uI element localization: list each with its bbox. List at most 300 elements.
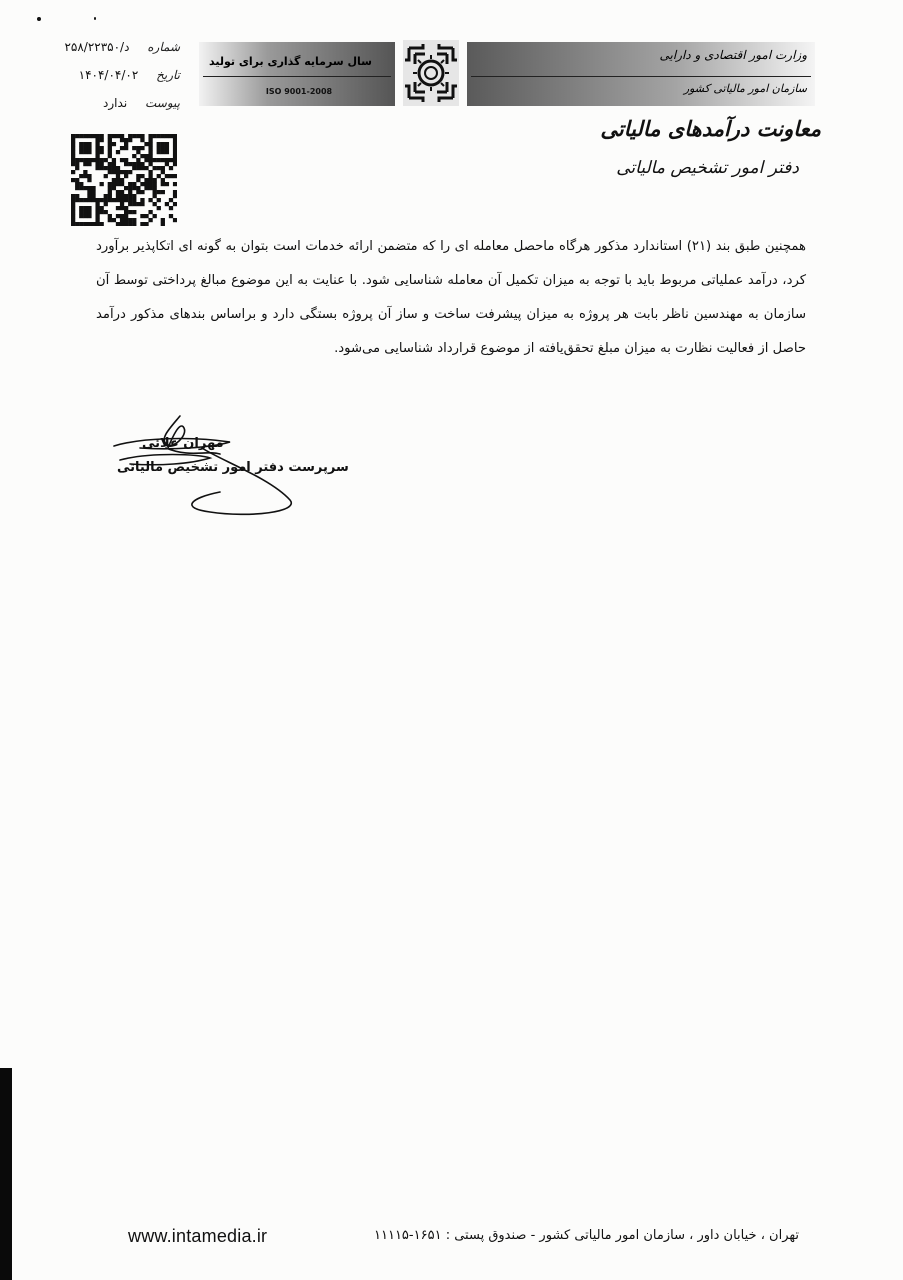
qr-module	[144, 142, 148, 146]
qr-module	[112, 142, 116, 146]
qr-module	[144, 214, 148, 218]
qr-module	[95, 158, 99, 162]
qr-module	[148, 158, 152, 162]
qr-module	[91, 194, 95, 198]
qr-module	[95, 166, 99, 170]
qr-module	[148, 154, 152, 158]
qr-module	[71, 222, 75, 226]
qr-module	[128, 194, 132, 198]
qr-module	[140, 154, 144, 158]
qr-module	[173, 218, 177, 222]
qr-module	[116, 214, 120, 218]
qr-module	[100, 210, 104, 214]
qr-module	[157, 134, 161, 138]
scan-speck	[94, 17, 96, 20]
qr-module	[120, 138, 124, 142]
qr-module	[128, 198, 132, 202]
qr-module	[169, 158, 173, 162]
qr-module	[108, 198, 112, 202]
qr-module	[71, 170, 75, 174]
qr-module	[165, 150, 169, 154]
qr-module	[157, 150, 161, 154]
qr-module	[87, 178, 91, 182]
qr-module	[132, 166, 136, 170]
qr-module	[144, 178, 148, 182]
qr-module	[116, 198, 120, 202]
date-label: تاریخ	[156, 68, 180, 82]
qr-module	[153, 158, 157, 162]
qr-module	[79, 134, 83, 138]
qr-module	[120, 158, 124, 162]
qr-module	[144, 166, 148, 170]
qr-module	[108, 138, 112, 142]
qr-module	[75, 158, 79, 162]
qr-module	[161, 142, 165, 146]
qr-module	[116, 190, 120, 194]
qr-module	[91, 190, 95, 194]
qr-module	[75, 166, 79, 170]
qr-module	[148, 218, 152, 222]
qr-module	[161, 158, 165, 162]
scan-speck	[37, 17, 41, 21]
qr-module	[157, 190, 161, 194]
qr-module	[108, 170, 112, 174]
qr-module	[108, 142, 112, 146]
qr-module	[83, 198, 87, 202]
qr-module	[95, 138, 99, 142]
qr-module	[83, 158, 87, 162]
qr-module	[71, 202, 75, 206]
qr-module	[112, 178, 116, 182]
qr-module	[128, 182, 132, 186]
qr-module	[71, 150, 75, 154]
qr-module	[87, 206, 91, 210]
qr-module	[165, 174, 169, 178]
qr-module	[161, 190, 165, 194]
qr-module	[108, 218, 112, 222]
qr-module	[136, 158, 140, 162]
qr-module	[112, 182, 116, 186]
qr-module	[173, 142, 177, 146]
qr-module	[116, 178, 120, 182]
qr-module	[140, 214, 144, 218]
qr-module	[128, 190, 132, 194]
qr-module	[108, 190, 112, 194]
qr-module	[120, 190, 124, 194]
qr-module	[140, 222, 144, 226]
qr-module	[140, 190, 144, 194]
qr-module	[120, 214, 124, 218]
qr-module	[169, 166, 173, 170]
qr-module	[124, 206, 128, 210]
qr-module	[161, 146, 165, 150]
qr-module	[128, 218, 132, 222]
qr-module	[136, 166, 140, 170]
qr-module	[112, 170, 116, 174]
qr-module	[83, 186, 87, 190]
department-title: معاونت درآمدهای مالیاتی	[600, 116, 821, 141]
qr-module	[95, 222, 99, 226]
qr-module	[120, 194, 124, 198]
qr-module	[157, 158, 161, 162]
qr-module	[173, 174, 177, 178]
qr-module	[173, 154, 177, 158]
qr-module	[128, 222, 132, 226]
qr-module	[148, 186, 152, 190]
qr-module	[153, 182, 157, 186]
qr-module	[120, 134, 124, 138]
qr-module	[165, 158, 169, 162]
qr-module	[116, 166, 120, 170]
qr-module	[173, 190, 177, 194]
qr-module	[87, 162, 91, 166]
qr-module	[157, 142, 161, 146]
qr-module	[87, 150, 91, 154]
qr-module	[132, 222, 136, 226]
qr-module	[116, 206, 120, 210]
qr-module	[83, 162, 87, 166]
qr-module	[124, 186, 128, 190]
qr-module	[132, 198, 136, 202]
qr-module	[71, 198, 75, 202]
qr-module	[120, 178, 124, 182]
qr-module	[87, 194, 91, 198]
qr-module	[87, 142, 91, 146]
qr-module	[153, 166, 157, 170]
qr-module	[75, 222, 79, 226]
qr-module	[136, 178, 140, 182]
qr-module	[120, 146, 124, 150]
signatory-role: سرپرست دفتر امور تشخیص مالیاتی	[117, 460, 349, 475]
qr-module	[100, 150, 104, 154]
qr-module	[136, 162, 140, 166]
qr-module	[136, 186, 140, 190]
qr-module	[71, 214, 75, 218]
body-paragraph: همچنین طبق بند (۲۱) استاندارد مذکور هرگاه ماحصل معامله ای را که متضمن ارائه خدمات است بتوان به گونه ای اتکاپذیر برآورد کرد، درآمد عملیاتی مربوط باید با توجه به میزان تکمیل آن معامله شناسایی شود. با عنایت به این موضوع مبالغ پرداختی توسط آن سازمان به مهندسین ناظر بابت هر پروژه به میزان پیشرفت ساخت و ساز آن پروژه بستگی دارد و براساس بندهای مذکور درآمد حاصل از فعالیت نظارت به میزان مبلغ تحقق‌یافته از موضوع قرارداد شناسایی می‌شود.	[96, 239, 807, 356]
qr-module	[120, 198, 124, 202]
qr-module	[124, 198, 128, 202]
qr-module	[104, 158, 108, 162]
qr-module	[132, 218, 136, 222]
qr-module	[75, 134, 79, 138]
qr-module	[128, 134, 132, 138]
qr-module	[173, 182, 177, 186]
qr-module	[144, 182, 148, 186]
signatory-name: مهران علائی	[142, 436, 224, 451]
qr-module	[173, 138, 177, 142]
qr-module	[148, 182, 152, 186]
qr-module	[87, 174, 91, 178]
qr-module	[153, 134, 157, 138]
qr-module	[124, 214, 128, 218]
qr-module	[83, 222, 87, 226]
qr-module	[95, 218, 99, 222]
qr-module	[71, 158, 75, 162]
qr-module	[148, 150, 152, 154]
qr-module	[132, 182, 136, 186]
qr-module	[108, 162, 112, 166]
qr-module	[104, 210, 108, 214]
qr-module	[132, 134, 136, 138]
header-banner-left	[199, 42, 395, 106]
qr-module	[165, 134, 169, 138]
qr-module	[83, 206, 87, 210]
qr-module	[136, 174, 140, 178]
qr-module	[71, 162, 75, 166]
qr-module	[124, 174, 128, 178]
qr-module	[124, 222, 128, 226]
qr-module	[136, 150, 140, 154]
qr-module	[100, 198, 104, 202]
qr-module	[128, 202, 132, 206]
qr-module	[71, 146, 75, 150]
qr-module	[112, 218, 116, 222]
qr-module	[95, 202, 99, 206]
attachment-label: پیوست	[145, 96, 180, 110]
qr-module	[100, 134, 104, 138]
qr-module	[75, 198, 79, 202]
qr-module	[104, 174, 108, 178]
qr-module	[100, 158, 104, 162]
qr-module	[136, 190, 140, 194]
qr-module	[128, 186, 132, 190]
qr-module	[83, 174, 87, 178]
qr-module	[169, 174, 173, 178]
qr-module	[104, 166, 108, 170]
qr-module	[95, 210, 99, 214]
qr-module	[108, 186, 112, 190]
qr-module	[71, 134, 75, 138]
header-banner-right	[467, 42, 815, 106]
qr-module	[124, 142, 128, 146]
ministry-name: وزارت امور اقتصادی و دارایی	[659, 48, 807, 62]
qr-module	[91, 158, 95, 162]
qr-module	[120, 222, 124, 226]
qr-module	[79, 146, 83, 150]
qr-module	[104, 202, 108, 206]
qr-module	[116, 170, 120, 174]
qr-module	[79, 222, 83, 226]
qr-module	[132, 194, 136, 198]
qr-module	[173, 194, 177, 198]
qr-module	[79, 206, 83, 210]
qr-module	[124, 210, 128, 214]
qr-module	[169, 134, 173, 138]
qr-module	[100, 138, 104, 142]
qr-module	[112, 162, 116, 166]
qr-module	[116, 194, 120, 198]
qr-module	[124, 162, 128, 166]
qr-module	[100, 182, 104, 186]
qr-module	[165, 146, 169, 150]
footer-website: www.intamedia.ir	[128, 1226, 268, 1246]
letter-body	[96, 230, 806, 366]
qr-module	[71, 142, 75, 146]
qr-module	[140, 162, 144, 166]
qr-module	[161, 222, 165, 226]
qr-module	[140, 166, 144, 170]
qr-module	[140, 198, 144, 202]
qr-module	[95, 154, 99, 158]
qr-module	[108, 194, 112, 198]
qr-module	[71, 154, 75, 158]
qr-module	[87, 214, 91, 218]
qr-module	[148, 198, 152, 202]
qr-module	[124, 146, 128, 150]
qr-module	[165, 162, 169, 166]
qr-module	[132, 202, 136, 206]
qr-module	[140, 182, 144, 186]
qr-module	[124, 218, 128, 222]
qr-module	[136, 202, 140, 206]
qr-module	[148, 162, 152, 166]
iso-certification: ISO 9001-2008	[265, 86, 333, 96]
qr-module	[87, 134, 91, 138]
qr-module	[71, 210, 75, 214]
qr-module	[165, 202, 169, 206]
qr-module	[140, 174, 144, 178]
qr-module	[87, 222, 91, 226]
qr-module	[157, 198, 161, 202]
qr-module	[120, 182, 124, 186]
qr-module	[124, 170, 128, 174]
qr-module	[116, 150, 120, 154]
qr-module	[132, 186, 136, 190]
qr-module	[95, 142, 99, 146]
qr-module	[136, 146, 140, 150]
letter-date: ۱۴۰۴/۰۴/۰۲	[78, 68, 139, 82]
department-subtitle: دفتر امور تشخیص مالیاتی	[616, 158, 799, 178]
qr-module	[120, 206, 124, 210]
qr-module	[116, 182, 120, 186]
qr-module	[161, 218, 165, 222]
qr-module	[71, 218, 75, 222]
qr-module	[153, 202, 157, 206]
qr-module	[120, 202, 124, 206]
qr-module	[173, 162, 177, 166]
qr-module	[95, 198, 99, 202]
qr-module	[87, 186, 91, 190]
qr-module	[87, 210, 91, 214]
qr-module	[71, 206, 75, 210]
qr-module	[79, 142, 83, 146]
qr-module	[161, 166, 165, 170]
qr-module	[140, 134, 144, 138]
qr-module	[148, 142, 152, 146]
qr-module	[173, 150, 177, 154]
qr-module	[157, 174, 161, 178]
qr-module	[140, 146, 144, 150]
qr-module	[148, 138, 152, 142]
attachment-value: ندارد	[103, 96, 128, 110]
qr-module	[140, 138, 144, 142]
qr-module	[124, 158, 128, 162]
qr-module	[153, 194, 157, 198]
tax-organization-emblem-icon	[403, 40, 459, 106]
qr-module	[75, 194, 79, 198]
number-label: شماره	[147, 40, 180, 54]
qr-module	[161, 170, 165, 174]
qr-module	[161, 150, 165, 154]
qr-module	[128, 210, 132, 214]
qr-module	[79, 174, 83, 178]
qr-module	[100, 222, 104, 226]
qr-module	[136, 134, 140, 138]
qr-module	[132, 210, 136, 214]
qr-module	[148, 210, 152, 214]
qr-module	[173, 134, 177, 138]
qr-module	[83, 210, 87, 214]
qr-module	[165, 142, 169, 146]
qr-module	[108, 182, 112, 186]
attachment-row	[30, 96, 180, 110]
qr-module	[71, 178, 75, 182]
qr-module	[95, 150, 99, 154]
qr-module	[79, 210, 83, 214]
qr-module	[87, 146, 91, 150]
qr-module	[169, 198, 173, 202]
qr-module	[108, 214, 112, 218]
qr-module	[83, 146, 87, 150]
qr-module	[144, 222, 148, 226]
qr-module	[91, 222, 95, 226]
qr-module	[100, 162, 104, 166]
qr-module	[108, 154, 112, 158]
qr-module	[153, 186, 157, 190]
scan-edge-shadow	[0, 1068, 12, 1280]
qr-module	[116, 134, 120, 138]
qr-module	[153, 178, 157, 182]
qr-module	[83, 134, 87, 138]
qr-module	[157, 146, 161, 150]
qr-module	[75, 186, 79, 190]
qr-module	[132, 146, 136, 150]
qr-module	[112, 198, 116, 202]
qr-module	[116, 222, 120, 226]
letter-date-row	[30, 68, 180, 82]
qr-module	[100, 166, 104, 170]
qr-module	[104, 194, 108, 198]
qr-module	[95, 146, 99, 150]
qr-module	[153, 214, 157, 218]
qr-module	[173, 146, 177, 150]
qr-module	[144, 186, 148, 190]
qr-module	[83, 214, 87, 218]
qr-module	[95, 134, 99, 138]
qr-module	[79, 182, 83, 186]
qr-module	[108, 166, 112, 170]
qr-module	[79, 198, 83, 202]
qr-module	[148, 170, 152, 174]
qr-module	[128, 170, 132, 174]
qr-module	[144, 154, 148, 158]
qr-module	[87, 158, 91, 162]
qr-module	[87, 198, 91, 202]
qr-module	[157, 166, 161, 170]
qr-module	[75, 182, 79, 186]
letter-number: د/۲۵۸/۲۲۳۵۰	[64, 40, 130, 54]
qr-module	[153, 190, 157, 194]
qr-module	[75, 178, 79, 182]
qr-module	[79, 186, 83, 190]
qr-module	[100, 206, 104, 210]
qr-module	[83, 150, 87, 154]
qr-module	[148, 174, 152, 178]
qr-module	[157, 206, 161, 210]
qr-module	[71, 138, 75, 142]
year-slogan: سال سرمایه گذاری برای تولید	[209, 54, 372, 68]
qr-module	[120, 218, 124, 222]
